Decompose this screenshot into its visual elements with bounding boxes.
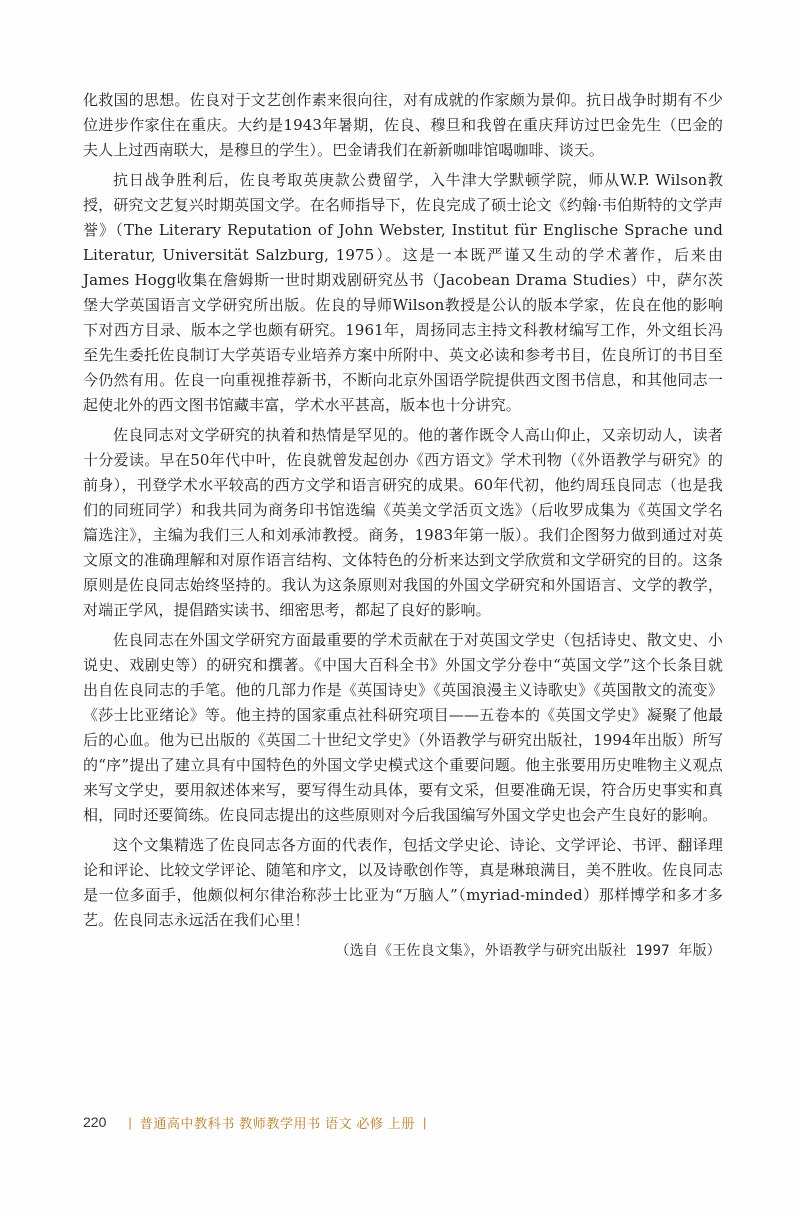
footer-separator-right: |	[423, 1114, 427, 1130]
paragraph-3: 佐良同志对文学研究的执着和热情是罕见的。他的著作既令人高山仰止，又亲切动人，读者十分爱读。早在50年代中叶，佐良就曾发起创办《西方语文》学术刊物（《外语教学与研究》的前身），刊登学术水平较高的西方文学和语言研究的成果。60年代初，他约周珏良同志（也是我们的同班同学）和我共同为商务印书馆选编《英美文学活页文选》（后收罗成集为《英国文学名篇选注》，主编为我们三人和刘承沛教授。商务，1983年第一版）。我们企图努力做到通过对英文原文的准确理解和对原作语言结构、文体特色的分析来达到文学欣赏和文学研究的目的。这条原则是佐良同志始终坚持的。我认为这条原则对我国的外国文学研究和外国语言、文学的教学，对端正学风，提倡踏实读书、细密思考，都起了良好的影响。	[83, 426, 723, 619]
paragraph-1: 化救国的思想。佐良对于文艺创作素来很向往，对有成就的作家颇为景仰。抗日战争时期有不少位进步作家住在重庆。大约是1943年暑期，佐良、穆旦和我曾在重庆拜访过巴金先生（巴金的夫人上过西南联大，是穆旦的学生）。巴金请我们在新新咖啡馆喝咖啡、谈天。	[83, 91, 723, 159]
page-number: 220	[83, 1114, 107, 1130]
paragraph-5: 这个文集精选了佐良同志各方面的代表作，包括文学史论、诗论、文学评论、书评、翻译理论和评论、比较文学评论、随笔和序文，以及诗歌创作等，真是琳琅满目，美不胜收。佐良同志是一位多面手，他颇似柯尔律治称莎士比亚为“万脑人”（myriad-minded）那样博学和多才多艺。佐良同志永远活在我们心里！	[83, 836, 723, 929]
article-body	[83, 88, 723, 964]
paragraph-4: 佐良同志在外国文学研究方面最重要的学术贡献在于对英国文学史（包括诗史、散文史、小说史、戏剧史等）的研究和撰著。《中国大百科全书》外国文学分卷中“英国文学”这个长条目就出自佐良同志的手笔。他的几部力作是《英国诗史》《英国浪漫主义诗歌史》《英国散文的流变》《莎士比亚绪论》等。他主持的国家重点社科研究项目——五卷本的《英国文学史》凝聚了他最后的心血。他为已出版的《英国二十世纪文学史》（外语教学与研究出版社，1994年出版）所写的“序”提出了建立具有中国特色的外国文学史模式这个重要问题。他主张要用历史唯物主义观点来写文学史，要用叙述体来写，要写得生动具体，要有文采，但要准确无误，符合历史事实和真相，同时还要简练。佐良同志提出的这些原则对今后我国编写外国文学史也会产生良好的影响。	[83, 631, 723, 824]
page-footer	[83, 1109, 434, 1135]
paragraph-2: 抗日战争胜利后，佐良考取英庚款公费留学，入牛津大学默顿学院，师从W.P. Wilson教授，研究文艺复兴时期英国文学。在名师指导下，佐良完成了硕士论文《约翰·韦伯斯特的文学声誉》（The Literary Reputation of John Webster, Institut für Englische Sprache und Literatur, Universität Salzburg, 1975）。这是一本既严谨又生动的学术著作，后来由 James Hogg收集在詹姆斯一世时期戏剧研究丛书（Jacobean Drama Studies）中，萨尔茨堡大学英国语言文学研究所出版。佐良的导师Wilson教授是公认的版本学家，佐良在他的影响下对西方目录、版本之学也颇有研究。1961年，周扬同志主持文科教材编写工作，外文组长冯至先生委托佐良制订大学英语专业培养方案中所附中、英文必读和参考书目，佐良所订的书目至今仍然有用。佐良一向重视推荐新书，不断向北京外国语学院提供西文图书信息，和其他同志一起使北外的西文图书馆藏丰富，学术水平甚高，版本也十分讲究。	[83, 171, 723, 414]
footer-book-title: 普通高中教科书 教师教学用书 语文 必修 上册	[139, 1115, 415, 1131]
footer-separator-left: |	[128, 1114, 132, 1130]
source-citation: （选自《王佐良文集》，外语教学与研究出版社 1997 年版）	[335, 943, 721, 959]
